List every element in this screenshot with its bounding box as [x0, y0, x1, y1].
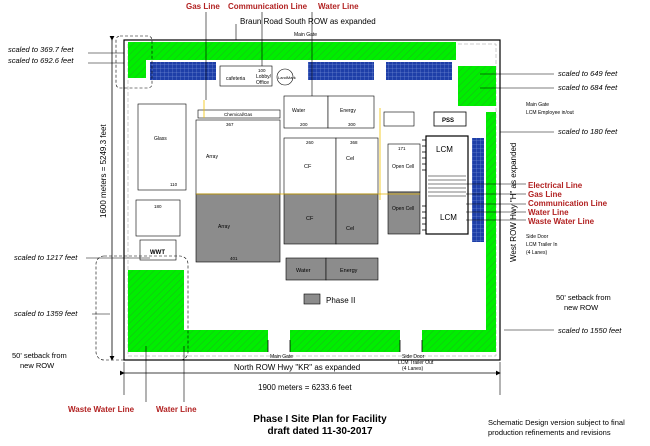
lobby-label-1: Lobby/: [256, 74, 272, 80]
side-door-right-2: LCM Trailer In: [526, 242, 558, 248]
cf-phase2-label: CF: [306, 216, 314, 222]
green-area-top: [146, 42, 456, 60]
glass-building: [138, 104, 186, 190]
solar-array-right: [472, 138, 484, 242]
main-gate-top-label: Main Gate: [294, 32, 318, 38]
scaled-180-label: scaled to 180 feet: [558, 127, 618, 136]
bottom-waste-water-line-label: Waste Water Line: [68, 405, 135, 414]
solar-array-top-mid: [308, 62, 374, 80]
scaled-1217-label: scaled to 1217 feet: [14, 253, 78, 262]
main-gate-right-1: Main Gate: [526, 102, 550, 108]
energy-top-num: 300: [348, 122, 356, 127]
top-water-line-label: Water Line: [318, 2, 359, 11]
right-communication-line-label: Communication Line: [528, 199, 608, 208]
cel-top-num: 368: [350, 140, 358, 145]
side-door-right-3: (4 Lanes): [526, 250, 548, 256]
main-gate-right-2: LCM Employee in/out: [526, 110, 574, 116]
array-phase2-label: Array: [218, 224, 230, 230]
plan-title: [240, 414, 400, 438]
chemical-gas-label: Chemical/Gas: [224, 112, 253, 117]
right-gas-line-label: Gas Line: [528, 190, 562, 199]
plan-title-line1: Phase I Site Plan for Facility: [253, 414, 387, 425]
bottom-side-door-1: Side Door: [402, 354, 425, 360]
energy-phase2-label: Energy: [340, 268, 358, 274]
glass-num: 110: [170, 182, 178, 187]
array-top-label: Array: [206, 154, 218, 160]
open-cell-phase2-label: Open Cell: [392, 206, 415, 212]
top-communication-line-label: Communication Line: [228, 2, 308, 11]
cafeteria-label: cafeteria: [226, 76, 246, 82]
cel-top-label: Cel: [346, 156, 355, 162]
setback-left-line2: new ROW: [20, 361, 55, 370]
phase2-legend-swatch: [304, 294, 320, 304]
green-area-left-bottom: [128, 270, 184, 352]
solar-array-top-right: [386, 62, 452, 80]
pss-label: PSS: [442, 118, 455, 124]
scaled-1550-label: scaled to 1550 feet: [558, 326, 622, 335]
water-phase2-label: Water: [296, 268, 311, 274]
green-area-top-right: [458, 66, 496, 106]
lcm-bottom-label: LCM: [440, 213, 457, 222]
cel-phase2-label: Cel: [346, 226, 355, 232]
array-building-phase2: [196, 194, 280, 262]
bottom-side-door-3: (4 Lanes): [402, 366, 424, 372]
top-gas-line-label: Gas Line: [186, 2, 220, 11]
small-box-num: 180: [154, 204, 162, 209]
cel-building-phase1: [336, 138, 378, 194]
braun-road-label: Braun Road South ROW as expanded: [240, 17, 376, 26]
glass-label: Glass: [154, 136, 167, 142]
lcm-top-label: LCM: [436, 145, 453, 154]
open-cell-building-phase2: [388, 192, 420, 234]
side-door-right-1: Side Door: [526, 234, 549, 240]
right-waste-water-line-label: Waste Water Line: [528, 217, 595, 226]
scaled-369-label: scaled to 369.7 feet: [8, 45, 74, 54]
schematic-note: Schematic Design version subject to final production refinements and revisions: [488, 418, 625, 437]
green-area-right: [486, 112, 496, 350]
setback-right-line1: 50' setback from: [556, 293, 611, 302]
scaled-1359-label: scaled to 1359 feet: [14, 309, 78, 318]
landmark-label: LandMark: [278, 75, 296, 80]
cel-building-phase2: [336, 194, 378, 244]
bottom-water-line-label: Water Line: [156, 405, 197, 414]
bottom-main-gate-label: Main Gate: [270, 354, 294, 360]
north-row-label: North ROW Hwy "KR" as expanded: [234, 363, 361, 372]
water-top-label: Water: [292, 108, 306, 114]
bottom-side-door-2: LCM Trailer Out: [398, 360, 434, 366]
lobby-num: 100: [258, 68, 266, 73]
horizontal-dimension-label: 1900 meters = 6233.6 feet: [258, 383, 352, 392]
west-row-label: West ROW Hwy "H" as expanded: [509, 142, 518, 262]
water-top-num: 200: [300, 122, 308, 127]
open-cell-top-label: Open Cell: [392, 164, 415, 170]
plan-title-line2: draft dated 11-30-2017: [267, 426, 373, 437]
open-cell-top-num: 171: [398, 146, 406, 151]
setback-right-line2: new ROW: [564, 303, 599, 312]
lobby-label-2: Office: [256, 80, 269, 86]
array-top-num: 367: [226, 122, 234, 127]
scaled-684-label: scaled to 684 feet: [558, 83, 618, 92]
right-electrical-line-label: Electrical Line: [528, 181, 583, 190]
right-water-line-label: Water Line: [528, 208, 569, 217]
scaled-649-label: scaled to 649 feet: [558, 69, 618, 78]
green-area-top-left: [128, 42, 146, 78]
wwt-label: WWT: [150, 250, 165, 256]
energy-top-label: Energy: [340, 108, 356, 114]
vertical-dimension-label: 1600 meters = 5249.3 feet: [99, 124, 108, 218]
scaled-692-label: scaled to 692.6 feet: [8, 56, 74, 65]
phase2-legend-label: Phase II: [326, 296, 356, 305]
cf-top-num: 260: [306, 140, 314, 145]
array-phase2-num: 401: [230, 256, 238, 261]
green-area-bottom: [184, 330, 496, 352]
cf-top-label: CF: [304, 164, 312, 170]
setback-left-line1: 50' setback from: [12, 351, 67, 360]
